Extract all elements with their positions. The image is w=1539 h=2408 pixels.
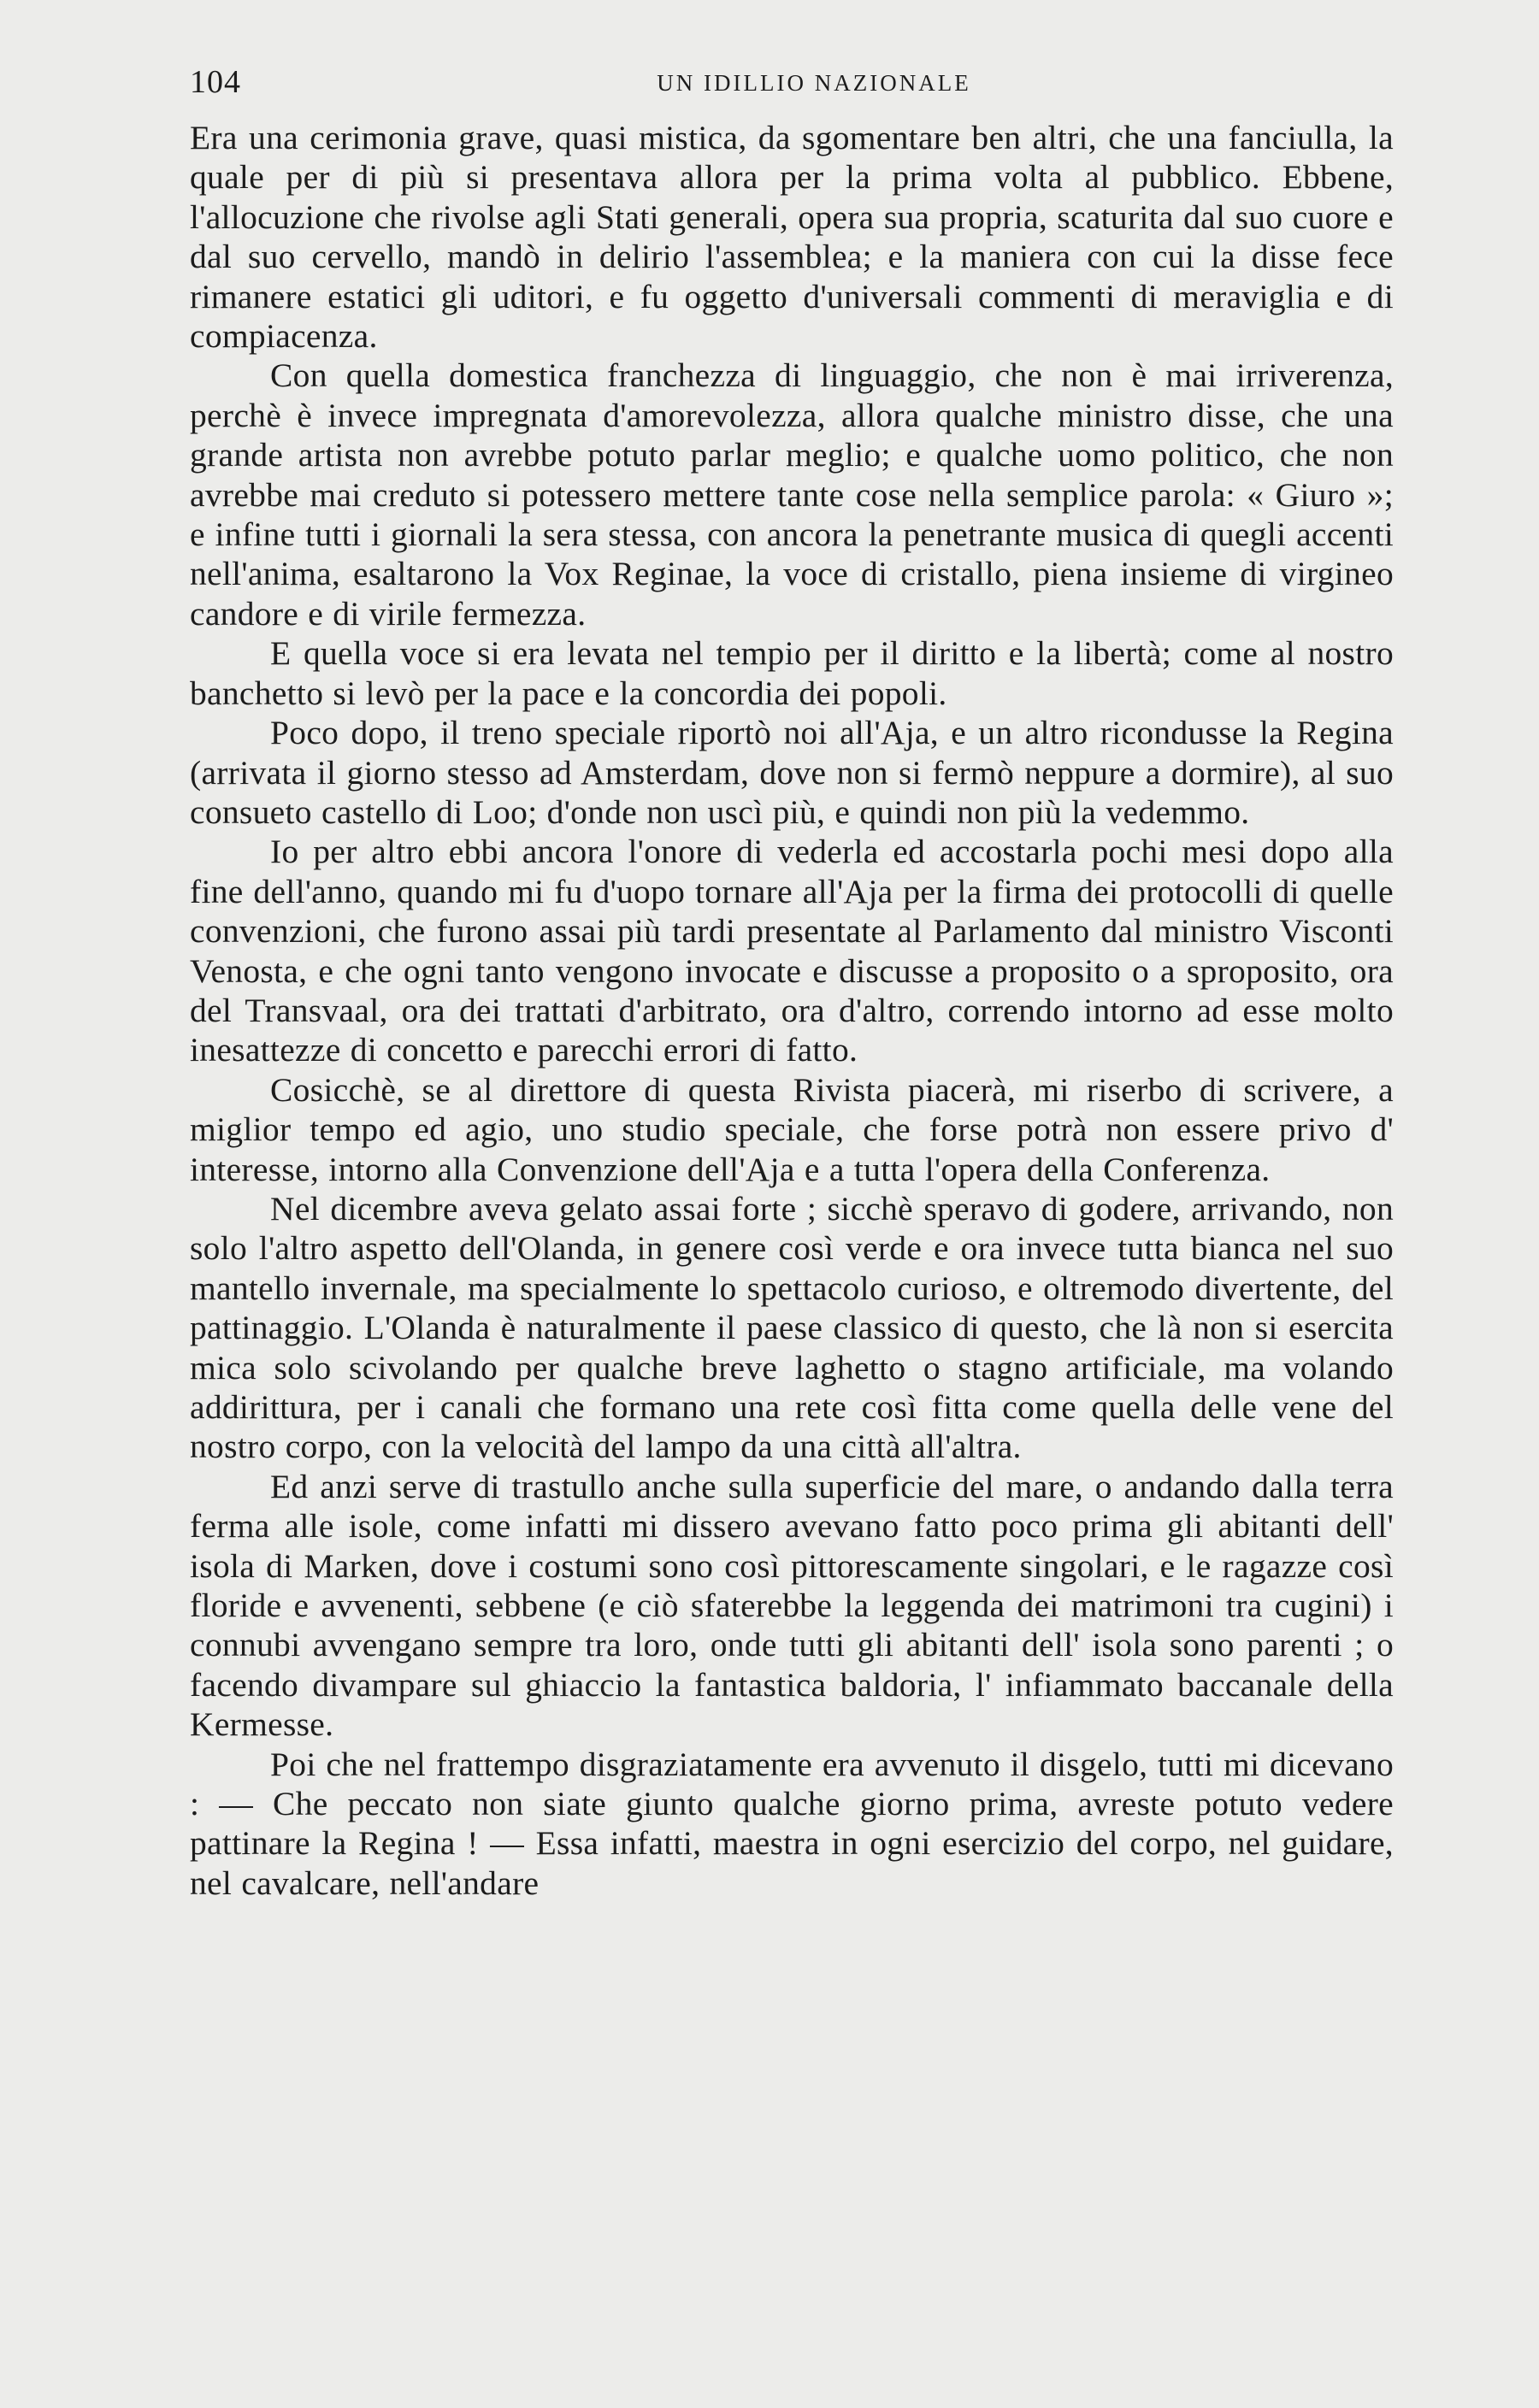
- running-title: UN IDILLIO NAZIONALE: [657, 70, 971, 96]
- paragraph-1: Era una cerimonia grave, quasi mistica, da sgomentare ben altri, che una fanciulla, la quale per di più si presentava allora per la prima volta al pubblico. Ebbene, l'allocuzione che rivolse agli Stati generali, opera sua propria, scaturita dal suo cuore e dal suo cervello, mandò in delirio l'assemblea; e la maniera con cui la disse fece rimanere estatici gli uditori, e fu oggetto d'universali commenti di meraviglia e di compiacenza.: [190, 119, 1394, 356]
- paragraph-3: E quella voce si era levata nel tempio per il diritto e la libertà; come al nostro banchetto si levò per la pace e la concordia dei popoli.: [190, 634, 1394, 712]
- page-number: 104: [190, 64, 241, 100]
- running-header: [190, 63, 1404, 106]
- paragraph-7: Nel dicembre aveva gelato assai forte ; sicchè speravo di godere, arrivando, non solo l'altro aspetto dell'Olanda, in genere così verde e ora invece tutta bianca nel suo mantello invernale, ma specialmente lo spettacolo curioso, e oltremodo divertente, del pattinaggio. L'Olanda è naturalmente il paese classico di questo, che là non si esercita mica solo scivolando per qualche breve laghetto o stagno artificiale, ma volando addirittura, per i canali che formano una rete così fitta come quella delle vene del nostro corpo, con la velocità del lampo da una città all'altra.: [190, 1189, 1394, 1466]
- paragraph-4: Poco dopo, il treno speciale riportò noi all'Aja, e un altro ricondusse la Regina (arrivata il giorno stesso ad Amsterdam, dove non si fermò neppure a dormire), al suo consueto castello di Loo; d'onde non uscì più, e quindi non più la vedemmo.: [190, 714, 1394, 831]
- paragraph-8: Ed anzi serve di trastullo anche sulla superficie del mare, o andando dalla terra ferma alle isole, come infatti mi dissero avevano fatto poco prima gli abitanti dell' isola di Marken, dove i costumi sono così pittorescamente singolari, e le ragazze così floride e avvenenti, sebbene (e ciò sfaterebbe la leggenda dei matrimoni tra cugini) i connubi avvengano sempre tra loro, onde tutti gli abitanti dell' isola sono parenti ; o facendo divampare sul ghiaccio la fantastica baldoria, l' infiammato baccanale della Kermesse.: [190, 1467, 1394, 1744]
- paragraph-9: Poi che nel frattempo disgraziatamente era avvenuto il disgelo, tutti mi dicevano : — Che peccato non siate giunto qualche giorno prima, avreste potuto vedere pattinare la Regina ! — Essa infatti, maestra in ogni esercizio del corpo, nel guidare, nel cavalcare, nell'andare: [190, 1745, 1394, 1902]
- paragraph-2: Con quella domestica franchezza di linguaggio, che non è mai irriverenza, perchè è invece impregnata d'amorevolezza, allora qualche ministro disse, che una grande artista non avrebbe potuto parlar meglio; e qualche uomo politico, che non avrebbe mai creduto si potessero mettere tante cose nella semplice parola: « Giuro »; e infine tutti i giornali la sera stessa, con ancora la penetrante musica di quegli accenti nell'anima, esaltarono la Vox Reginae, la voce di cristallo, piena insieme di virgineo candore e di virile fermezza.: [190, 356, 1394, 633]
- body-text: [190, 118, 1394, 1903]
- paragraph-6: Cosicchè, se al direttore di questa Rivista piacerà, mi riserbo di scrivere, a miglior tempo ed agio, uno studio speciale, che forse potrà non essere privo d' interesse, intorno alla Convenzione dell'Aja e a tutta l'opera della Conferenza.: [190, 1070, 1394, 1188]
- paragraph-5: Io per altro ebbi ancora l'onore di vederla ed accostarla pochi mesi dopo alla fine dell'anno, quando mi fu d'uopo tornare all'Aja per la firma dei protocolli di quelle convenzioni, che furono assai più tardi presentate al Parlamento dal ministro Visconti Venosta, e che ogni tanto vengono invocate e discusse a proposito o a sproposito, ora del Transvaal, ora dei trattati d'arbitrato, ora d'altro, correndo intorno ad esse molto inesattezze di concetto e parecchi errori di fatto.: [190, 833, 1394, 1069]
